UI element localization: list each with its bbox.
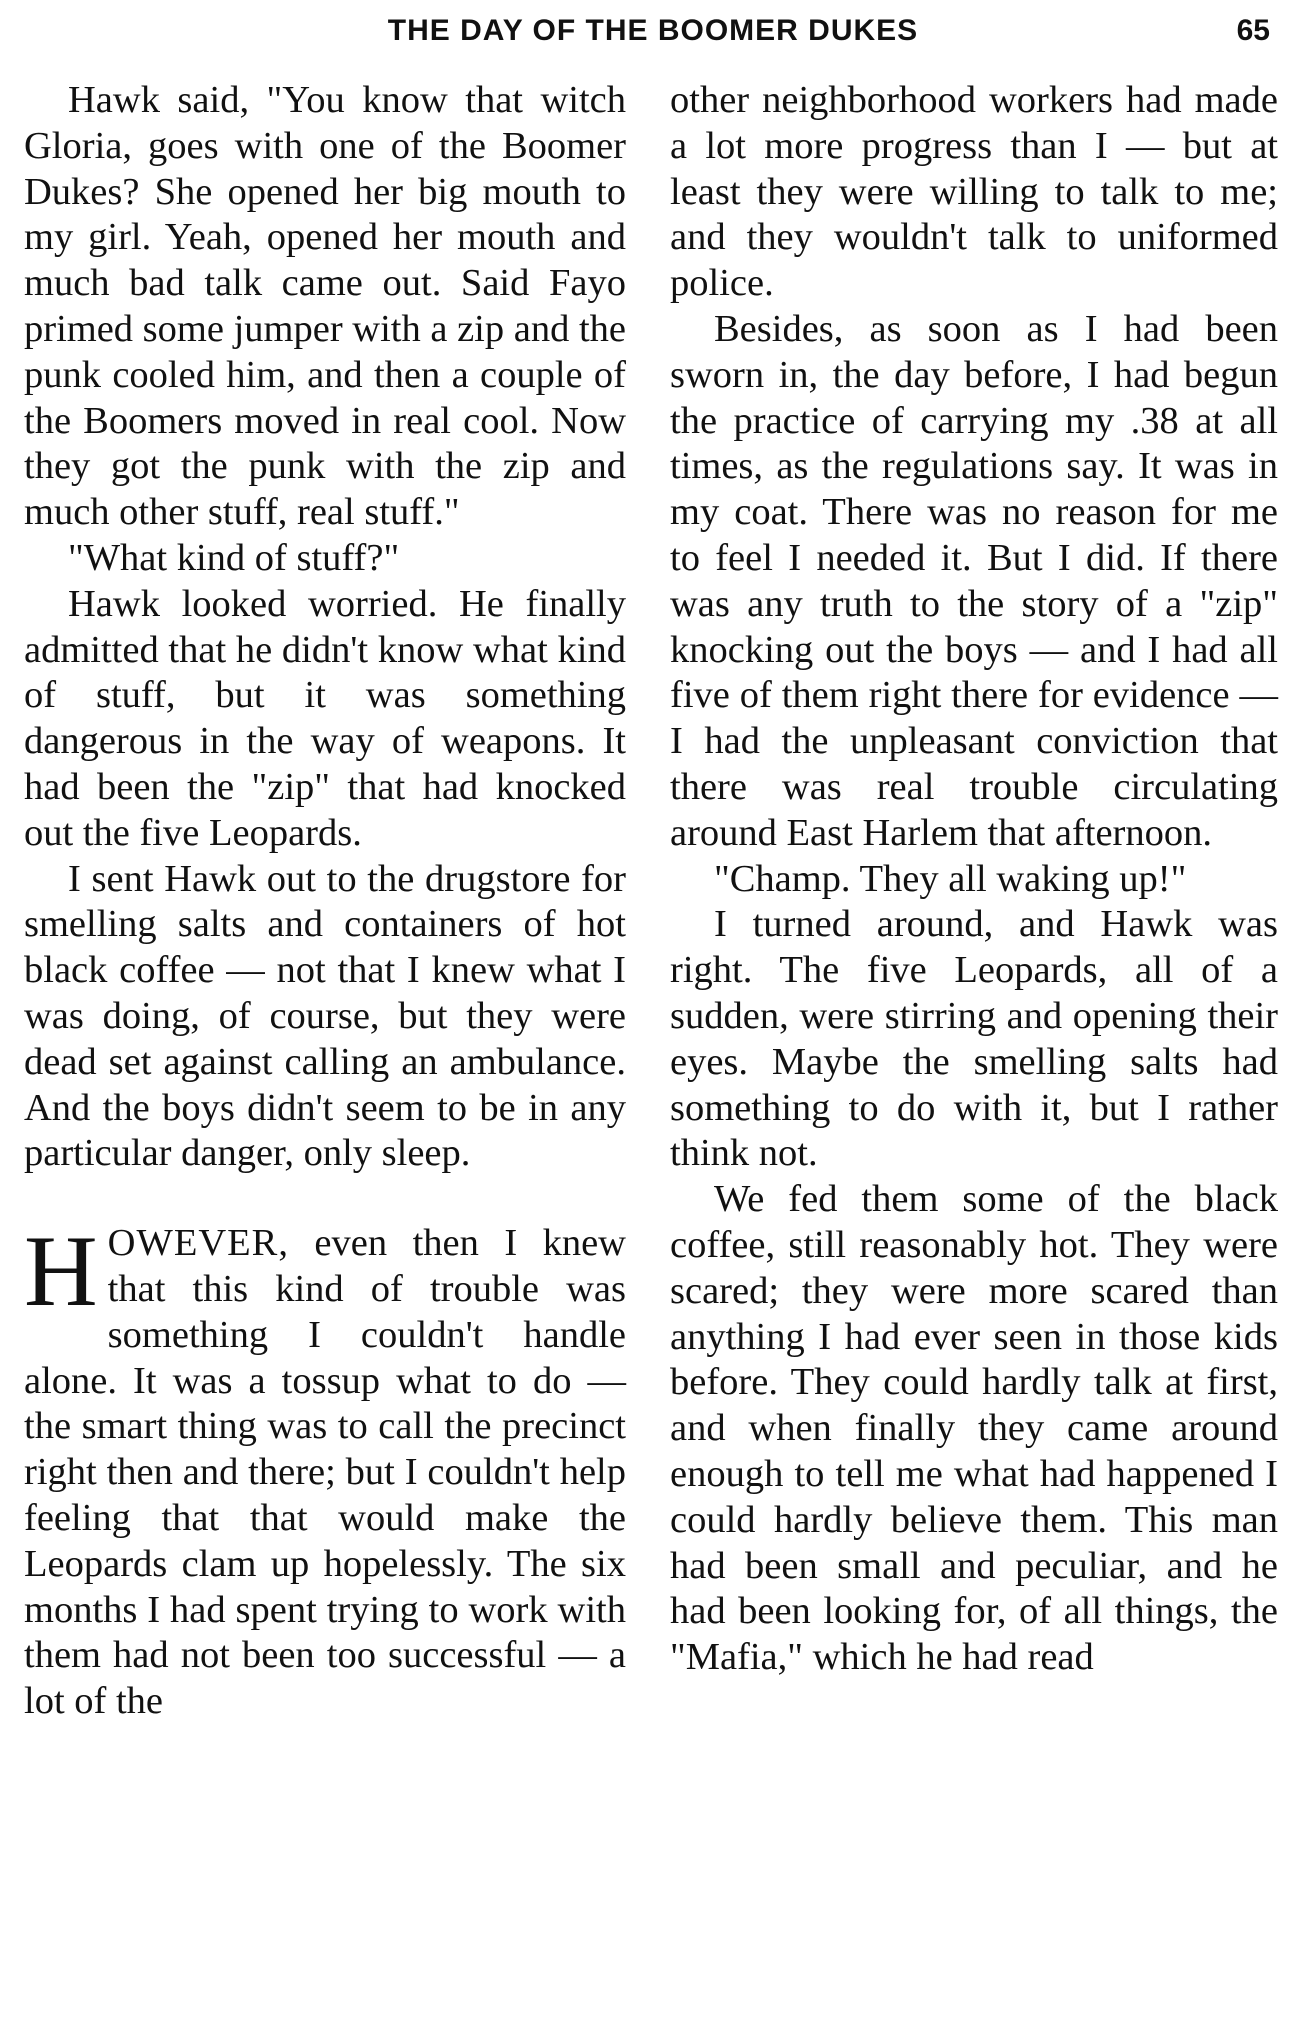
paragraph: Hawk looked worried. He finally admitted that he didn't know what kind of stuff, but it was something dangerous in the way of weapons. It had been the "zip" that had knocked out the five Leopards. — [24, 582, 626, 854]
section-text: even then I knew that this kind of trouble was something I couldn't handle alone. It was a tossup what to do — the smart thing was to call the precinct right then and there; but I couldn't help feeling that that would make the Leopards clam up hopelessly. The six months I had spent trying to work with them had not been too successful — a lot of the — [24, 1222, 626, 1723]
paragraph: I turned around, and Hawk was right. The five Leopards, all of a sudden, were stirring and opening their eyes. Maybe the smelling salts had something to do with it, but I rather think not. — [670, 903, 1278, 1175]
page-number: 65 — [1236, 14, 1270, 47]
paragraph: I sent Hawk out to the drugstore for smelling salts and containers of hot black coffee — not that I knew what I was doing, of course, but they were dead set against calling an ambulance. And the boys didn't seem to be in any particular danger, only sleep. — [24, 857, 626, 1175]
paragraph: We fed them some of the black coffee, still reasonably hot. They were scared; they were more scared than anything I had ever seen in those kids before. They could hardly talk at first, and when finally they came around enough to tell me what had happened I could hardly believe them. This man had been small and peculiar, and he had been looking for, of all things, the "Mafia," which he had read — [670, 1178, 1278, 1679]
right-column — [670, 78, 1278, 1681]
section-paragraph — [24, 1215, 626, 1725]
drop-cap: H — [24, 1215, 98, 1329]
paragraph: Besides, as soon as I had been sworn in, the day before, I had begun the practice of carrying my .38 at all times, as the regulations say. It was in my coat. There was no reason for me to feel I needed it. But I did. If there was any truth to the story of a "zip" knocking out the boys — and I had all five of them right there for evidence — I had the unpleasant conviction that there was real trouble circulating around East Harlem that afternoon. — [670, 307, 1278, 854]
paragraph: Hawk said, "You know that witch Gloria, goes with one of the Boomer Dukes? She opened her big mouth to my girl. Yeah, opened her mouth and much bad talk came out. Said Fayo primed some jumper with a zip and the punk cooled him, and then a couple of the Boomers moved in real cool. Now they got the punk with the zip and much other stuff, real stuff." — [24, 79, 626, 534]
small-caps-lead: OWEVER, — [107, 1222, 289, 1265]
running-title: THE DAY OF THE BOOMER DUKES — [387, 14, 919, 47]
paragraph: "What kind of stuff?" — [68, 536, 400, 579]
paragraph: "Champ. They all waking up!" — [714, 857, 1187, 900]
left-column — [24, 78, 626, 1725]
running-head — [0, 14, 1306, 58]
paragraph: other neighborhood workers had made a lot more progress than I — but at least they were willing to talk to me; and they wouldn't talk to uniformed police. — [670, 79, 1278, 305]
